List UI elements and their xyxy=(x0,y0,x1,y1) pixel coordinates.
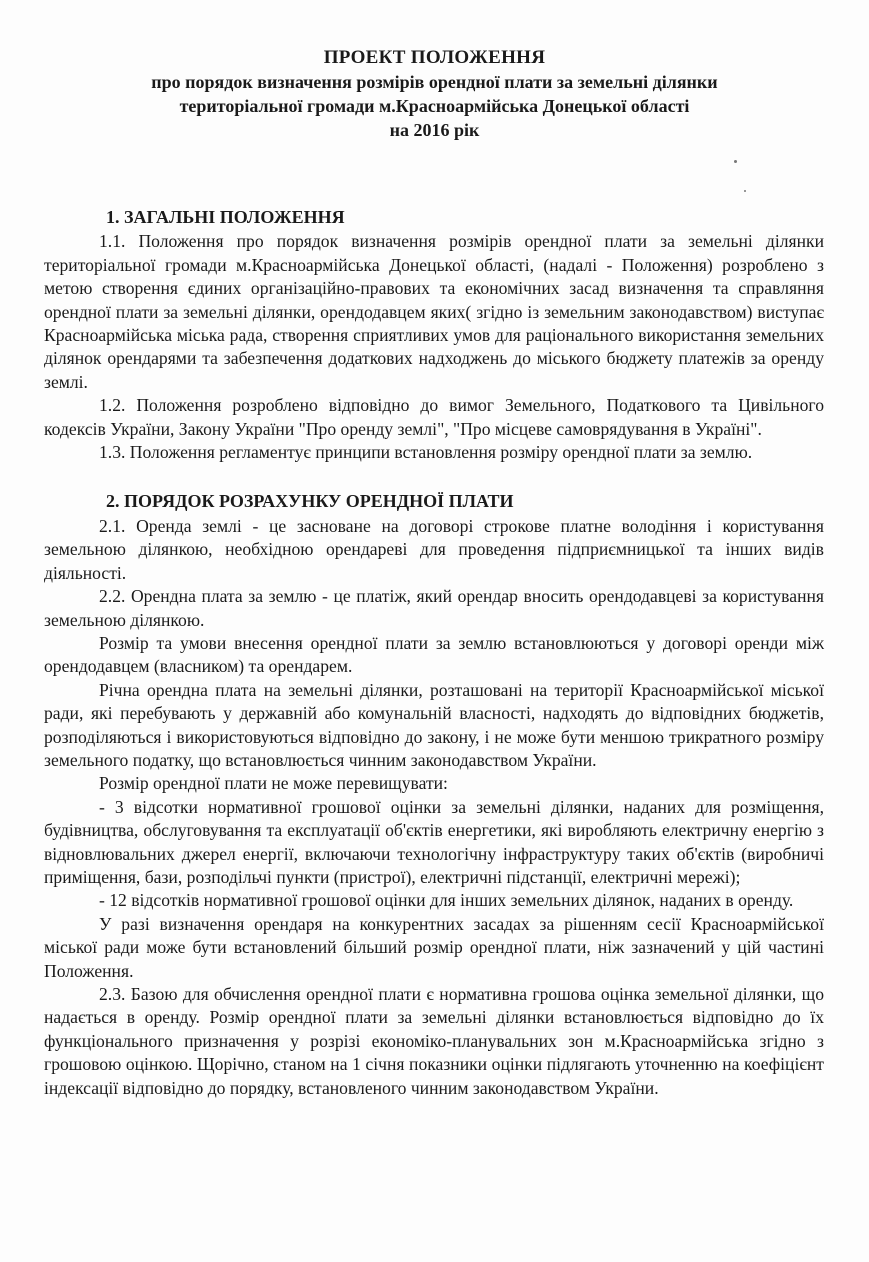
paragraph-rent-limit: Розмір орендної плати не може перевищувати: xyxy=(99,773,448,794)
title-line-1: ПРОЕКТ ПОЛОЖЕННЯ xyxy=(323,47,546,68)
list-item-3-percent: - 3 відсотки нормативної грошової оцінки за земельні ділянки, наданих для розміщення, будівництва, обслуговування та експлуатації об'єктів енергетики, які виробляють електричну енергію з відновлювальних джерел енергії, включаючи технологічну інфраструктуру таких об'єктів (виробничі приміщення, бази, розподільчі пункти (пристрої), електричні підстанції, електричні мережі); xyxy=(44,796,824,887)
paragraph-2-3: 2.3. Базою для обчислення орендної плати є нормативна грошова оцінка земельної ділянки, що надається в оренду. Розмір орендної плати за земельні ділянки встановлюється відповідно до їх функціонального призначення у розрізі економіко-планувальних зон м.Красноармійська згідно з грошовою оцінкою. Щорічно, станом на 1 січня показники оцінки підлягають уточненню на коефіцієнт індексації відповідно до порядку, встановленого чинним законодавством України. xyxy=(44,984,824,1098)
list-item-12-percent: - 12 відсотків нормативної грошової оцінки для інших земельних ділянок, наданих в оренду. xyxy=(99,890,794,911)
paragraph-annual-rent: Річна орендна плата на земельні ділянки, розташовані на території Красноармійської міської ради, які перебувають у державній або комунальній власності, надходять до відповідних бюджетів, розподіляються і використовуються відповідно до закону, і не може бути меншою трикратного розміру земельного податку, що встановлюється чинним законодавством України. xyxy=(44,679,824,770)
title-line-4: на 2016 рік xyxy=(389,120,480,140)
paragraph-1-3: 1.3. Положення регламентує принципи встановлення розміру орендної плати за землю. xyxy=(99,442,753,463)
document-body xyxy=(44,206,824,1100)
paragraph-2-1: 2.1. Оренда землі - це засноване на договорі строкове платне володіння і користування земельною ділянкою, необхідною орендареві для проведення підприємницької та інших видів діяльності. xyxy=(44,515,824,583)
scan-speck xyxy=(744,190,746,192)
paragraph-2-2: 2.2. Орендна плата за землю - це платіж, який орендар вносить орендодавцеві за користування земельною ділянкою. xyxy=(44,586,824,630)
title-line-2: про порядок визначення розмірів орендної плати за земельні ділянки xyxy=(151,72,718,92)
paragraph-1-2: 1.2. Положення розроблено відповідно до вимог Земельного, Податкового та Цивільного кодексів України, Закону України "Про оренду землі", "Про місцеве самоврядування в Україні". xyxy=(44,395,824,439)
document-title xyxy=(0,46,869,142)
paragraph-competitive: У разі визначення орендаря на конкурентних засадах за рішенням сесії Красноармійської міської ради може бути встановлений більший розмір орендної плати, ніж зазначений у цій частині Положення. xyxy=(44,913,824,981)
paragraph-rent-terms: Розмір та умови внесення орендної плати за землю встановлюються у договорі оренди між орендодавцем (власником) та орендарем. xyxy=(44,632,824,677)
section-2-heading: 2. ПОРЯДОК РОЗРАХУНКУ ОРЕНДНОЇ ПЛАТИ xyxy=(106,491,514,512)
paragraph-1-1: 1.1. Положення про порядок визначення розмірів орендної плати за земельні ділянки територіальної громади м.Красноармійська Донецької області, (надалі - Положення) розроблено з метою створення єдиних організаційно-правових та економічних засад визначення та справляння орендної плати за земельні ділянки, орендодавцем яких( згідно із земельним законодавством) виступає Красноармійська міська рада, створення сприятливих умов для раціонального використання земельних ділянок орендарями та забезпечення додаткових надходжень до міського бюджету платежів за оренду землі. xyxy=(44,231,824,392)
scan-speck xyxy=(734,160,737,163)
section-1-heading: 1. ЗАГАЛЬНІ ПОЛОЖЕННЯ xyxy=(106,207,345,227)
title-line-3: територіальної громади м.Красноармійська Донецької області xyxy=(179,96,690,116)
